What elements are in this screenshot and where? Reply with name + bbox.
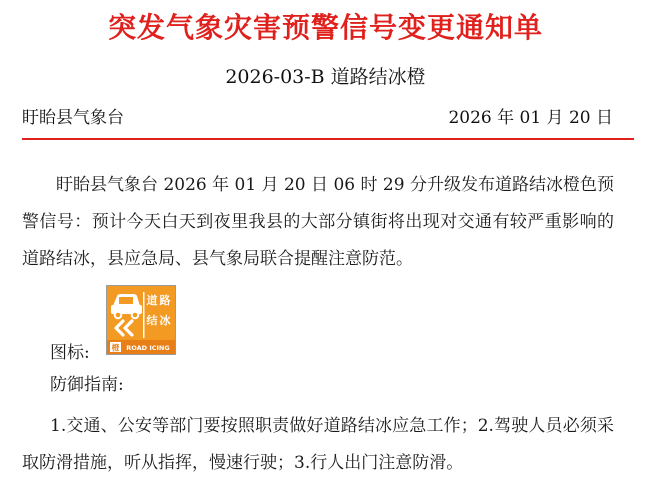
header-divider <box>22 138 634 140</box>
icon-level-char: 橙 <box>111 343 120 353</box>
document-subtitle: 2026-03-B 道路结冰橙 <box>225 66 426 88</box>
issuer-name: 盱眙县气象台 <box>22 108 124 128</box>
document-title: 突发气象灾害预警信号变更通知单 <box>107 11 543 44</box>
issue-date: 2026 年 01 月 20 日 <box>448 108 613 128</box>
icon-char-1: 道 <box>146 294 158 307</box>
icon-english-label: ROAD ICING <box>126 344 170 352</box>
guide-heading: 防御指南: <box>50 375 124 395</box>
guide-text: 1.交通、公安等部门要按照职责做好道路结冰应急工作；2.驾驶人员必须采取防滑措施，听从指挥，慢速行驶；3.行人出门注意防滑。 <box>22 416 614 473</box>
icon-char-2: 路 <box>159 294 171 307</box>
icon-char-4: 冰 <box>159 314 171 327</box>
road-icing-orange-icon <box>106 285 176 355</box>
notice-body: 盱眙县气象台 2026 年 01 月 20 日 06 时 29 分升级发布道路结冰橙色预警信号：预计今天白天到夜里我县的大部分镇街将出现对交通有较严重影响的道路结冰，县应急局、县气象局联合提醒注意防范。 <box>22 175 614 269</box>
icon-char-3: 结 <box>146 314 158 327</box>
icon-label: 图标: <box>50 343 90 363</box>
